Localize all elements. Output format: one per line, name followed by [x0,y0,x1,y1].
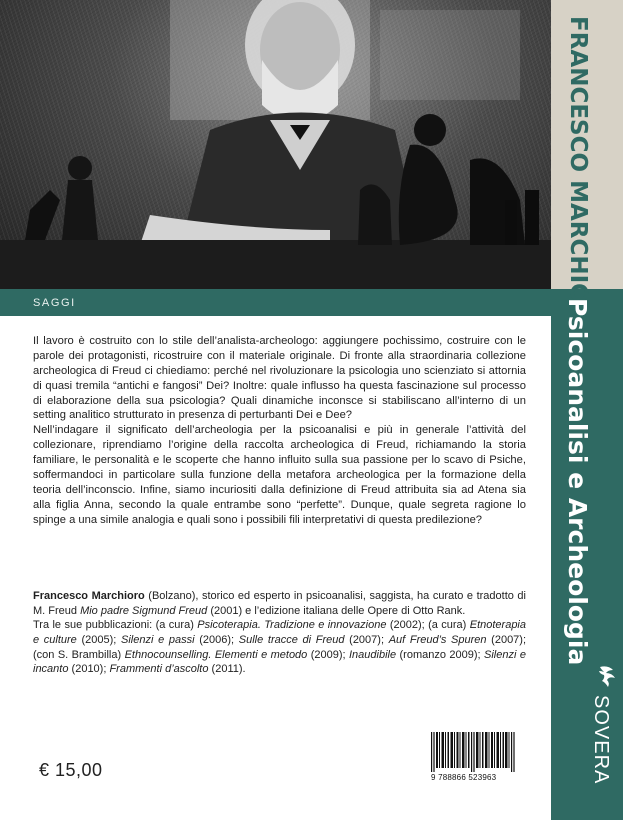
stylized-flame-logo-icon [596,664,618,688]
bio-text: (2010); [68,663,110,676]
synopsis-paragraph-2: Nell’indagare il significato dell’archeologia per la psicoanalisi e più in generale l’attività del collezionare, riprendiamo l’origine della raccolta archeologica di Freud, richiamando la storia familiare, le personalità e le scoperte che hanno influito sulla sua passione per lo scavo di Psiche, soffermandoci in particolare sulla funzione della metafora archeologica per la formazione della teoria dell’inconscio. Infine, siamo incuriositi dalla definizione di Freud attribuita sia ad Atena sia alla figlia Anna, secondo la quale entrambe sono “perfette”. Dunque, quale segreta ragione lo spinge a una simile analogia e quali sono i possibili fili interpretativi di questa predilezione? [33,424,526,526]
bio-book-title: Sulle tracce di Freud [238,633,345,646]
spine-author: FRANCESCO MARCHIORO [565,16,591,340]
bio-book-title: Auf Freud’s Spuren [388,633,487,646]
bio-text: (2006); [194,633,239,646]
bio-text: Tra le sue pubblicazioni: (a cura) [33,619,198,632]
bio-book-title: Frammenti d’ascolto [109,663,209,676]
bio-book-title: Inaudibile [349,648,397,661]
cover-illustration [0,0,551,289]
barcode-digits: 9 788866 523963 [431,773,497,782]
bio-paragraph-1 [33,589,526,618]
spine-publisher: SOVERA [590,695,612,785]
bio-text: (2011). [208,663,246,676]
bio-book-title: Silenzi e incanto [33,648,526,676]
bio-book-title: Etnoterapia e culture [33,619,526,646]
bio-book-title: Ethnocounselling. Elementi e metodo [124,648,308,661]
bio-text: (2009); [307,648,349,661]
spine-author-panel [551,0,623,340]
series-label: SAGGI [33,297,76,309]
price: € 15,00 [39,760,103,780]
bio-book-title: Mio padre Sigmund Freud [80,604,208,617]
bio-book-title: Silenzi e passi [121,633,195,646]
synopsis [33,334,526,528]
bio-text: (2002); (a cura) [386,619,470,632]
bio-text: (Bolzano), storico ed esperto in psicoanalisi, saggista, ha curato e tradotto di M. Freud [33,590,526,617]
bio-text: (2001) e l’edizione italiana delle Opere di Otto Rank. [207,604,466,617]
bio-book-title: Psicoterapia. Tradizione e innovazione [197,619,387,632]
bio-text: (2007); [344,633,389,646]
freud-etching-illustration [0,0,551,289]
author-name: Francesco Marchioro [33,590,145,602]
spine-title: Psicoanalisi e Archeologia [563,298,592,666]
bio-text: (2005); [76,633,122,646]
bio-text: (romanzo 2009); [396,648,485,661]
isbn-barcode [431,732,517,772]
synopsis-paragraph-1: Il lavoro è costruito con lo stile dell’analista-archeologo: aggiungere pochissimo, costruire con le parole dei protagonisti, ricostruire con il materiale originale. Di fronte alla straordinaria collezione archeologica di Freud ci chiediamo: perché nel rivoluzionare la psicologia uno scienziato si attornia di quasi tremila “antichi e fangosi” Dei? Inoltre: quale influsso ha questa fascinazione sul processo di elaborazione della sua psicologia? Quali dinamiche inconsce si stabiliscano all’interno di un setting analitico strutturato in presenza di perturbanti Dei e Dee? [33,335,526,422]
author-bio [33,589,526,677]
bio-paragraph-2 [33,618,526,677]
bio-text: (2007); (con S. Brambilla) [33,633,527,661]
series-band [0,289,551,316]
